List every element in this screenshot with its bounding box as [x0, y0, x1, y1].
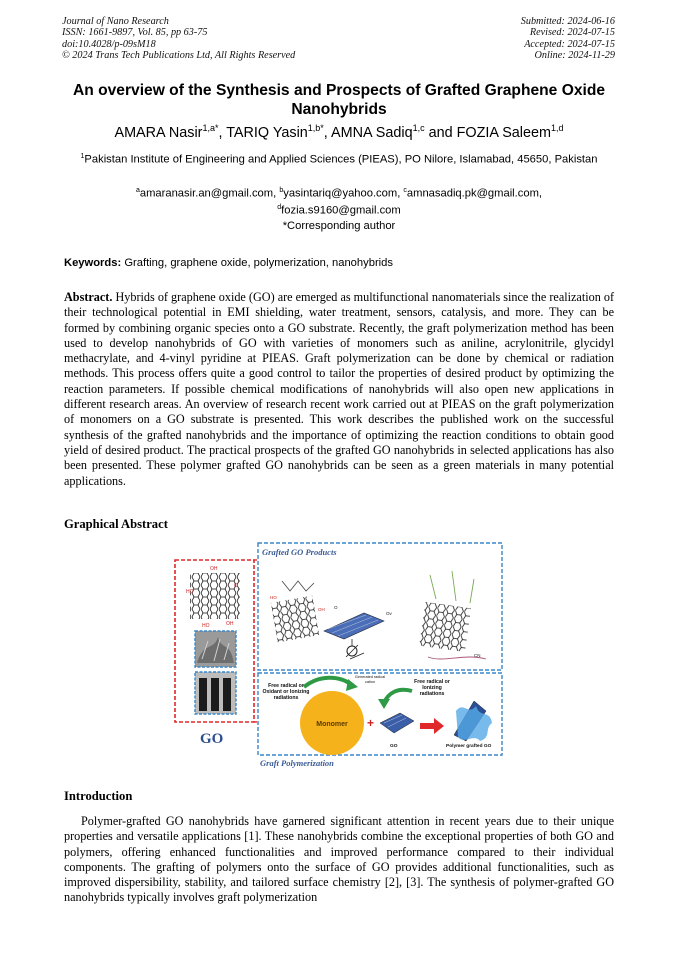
go-molecule-icon — [186, 566, 240, 629]
online-date: Online: 2024-11-29 — [534, 50, 615, 62]
author-sup: 1,c — [412, 123, 425, 133]
introduction-heading: Introduction — [64, 789, 133, 803]
email-list: $^a$amaranasir.an@gmail.com, $^b$yasintariq@yahoo.com, $^c$amnasadiq.pk@gmail.com, $^d$fozia.s9160@gmail.com — [135, 187, 543, 217]
grafted-sheet-center-icon — [324, 605, 393, 659]
grafted-molecule-right-icon — [419, 571, 486, 659]
keywords-text: Grafting, graphene oxide, polymerization, nanohybrids — [124, 257, 393, 269]
polymer-grafted-go-icon — [454, 701, 492, 741]
email-sup: a — [135, 187, 140, 194]
journal-name: Journal of Nano Research — [62, 16, 169, 27]
author-name: FOZIA Saleem — [456, 124, 551, 141]
go-sheet-icon — [380, 713, 414, 733]
svg-text:O: O — [334, 605, 338, 610]
keywords — [64, 257, 616, 269]
keywords-label: Keywords: — [64, 257, 122, 269]
svg-text:CN: CN — [474, 653, 481, 658]
free-radical-left-label: Free radical or Oxidant or Ionizing radiations — [262, 683, 310, 701]
svg-text:O: O — [234, 583, 238, 589]
corresponding-author-note: *Corresponding author — [282, 220, 396, 232]
free-radical-right-label: Free radical or Ionizing radiations — [414, 679, 450, 697]
accepted-date: Accepted: 2024-07-15 — [524, 38, 615, 50]
go-label: GO — [200, 731, 224, 747]
affiliation — [60, 150, 618, 167]
polymer-grafted-label: Polymer grafted GO — [446, 744, 492, 749]
revised-date: Revised: 2024-07-15 — [529, 27, 615, 39]
email-sup: d — [277, 204, 282, 212]
author-sup: 1,b* — [307, 123, 324, 133]
author-name: TARIQ Yasin — [226, 124, 308, 141]
graphical-abstract-heading: Graphical Abstract — [64, 517, 168, 531]
svg-text:HO: HO — [202, 623, 210, 629]
affiliation-sup: 1 — [80, 153, 85, 160]
author-conjunction: and — [424, 124, 457, 141]
introduction-text: Polymer-grafted GO nanohybrids have garnered significant attention in recent years due to their unique properties and versatile applications [1]. These nanohybrids combine the exceptional properties of both GO and polymers, offering enhanced functionalities and improved performance compared to their individual components. The grafting of polymers onto the surface of GO provides additional functionalities, such as improved dispersibility, stability, and tailored surface chemistry [2], [3]. The synthesis of polymer-grafted GO nanohybrids typically involves graft polymerization — [64, 814, 614, 905]
graphical-abstract-figure — [174, 541, 504, 770]
red-arrow-icon — [420, 718, 444, 734]
author-name: AMNA Sadiq — [331, 124, 413, 141]
svg-text:HO: HO — [186, 589, 194, 595]
monomer-label: Monomer — [316, 721, 348, 728]
author-name: AMARA Nasir — [114, 124, 203, 141]
svg-text:Ov: Ov — [386, 611, 392, 616]
svg-text:OH: OH — [318, 607, 325, 612]
journal-copyright: © 2024 Trans Tech Publications Ltd, All Rights Reserved — [62, 50, 296, 62]
email-sup: c — [403, 187, 407, 194]
abstract-label: Abstract. — [64, 290, 113, 304]
abstract-text: Hybrids of graphene oxide (GO) are emerged as multifunctional nanomaterials since the realization of their technological potential in EMI shielding, water treatment, sensors, catalysis, and more. They can be formed by combining organic species onto a GO substrate. Recently, the graft polymerization method has been used to develop nanohybrids of GO with varieties of monomers such as aniline, acrylonitrile, glycidyl methacrylate, and 4-vinyl pyridine at PIEAS. Graft polymerization can be done by chemical or radiation methods. This process offers quite a good control to tailor the properties of desired product by optimizing the reaction parameters. If possible chemical modifications of nanohybrids will also open new applications in different research areas. An overview of research recent work carried out at PIEAS on the graft polymerization of monomers on a GO substrate is presented. This work describes the published work on the successful synthesis of the grafted nanohybrids and the importance of optimizing the reaction conditions to obtain good yield of desired product. The practical prospects of the grafted GO nanohybrids in selected applications has also been presented. These polymer grafted GO nanohybrids can be seen as a green materials in many potential applications. — [64, 290, 615, 488]
abstract — [64, 290, 614, 489]
svg-text:HO: HO — [270, 595, 277, 600]
email-address[interactable]: amnasadiq.pk@gmail.com — [406, 187, 539, 200]
journal-meta — [62, 16, 295, 62]
email-address[interactable]: fozia.s9160@gmail.com — [281, 204, 401, 217]
author-separator: , — [218, 124, 227, 141]
generated-radical-label: Generated radical cation — [354, 675, 386, 684]
author-sup: 1,d — [551, 123, 564, 133]
svg-text:OH: OH — [226, 621, 234, 627]
email-address[interactable]: amaranasir.an@gmail.com — [139, 187, 274, 200]
plus-sign: + — [367, 716, 375, 730]
graft-polymerization-title: Graft Polymerization — [260, 758, 334, 768]
go-sheet-label: GO — [390, 744, 398, 749]
dates-meta — [521, 16, 615, 62]
author-separator: , — [323, 124, 331, 141]
grafted-molecule-left-icon — [270, 581, 325, 642]
journal-issn: ISSN: 1661-9897, Vol. 85, pp 63-75 — [62, 27, 208, 39]
paper-title: An overview of the Synthesis and Prospects of Grafted Graphene Oxide Nanohybrids — [72, 82, 606, 118]
affiliation-text: Pakistan Institute of Engineering and Applied Sciences (PIEAS), PO Nilore, Islamabad, 45650, Pakistan — [84, 153, 598, 166]
email-address[interactable]: yasintariq@yahoo.com — [283, 187, 398, 200]
author-sup: 1,a* — [202, 123, 219, 133]
author-list — [40, 123, 638, 141]
email-sup: b — [279, 187, 284, 194]
journal-doi: doi:10.4028/p-09sM18 — [62, 38, 156, 50]
svg-text:OH: OH — [210, 566, 218, 572]
submitted-date: Submitted: 2024-06-16 — [520, 16, 615, 27]
grafted-products-title: Grafted GO Products — [262, 547, 337, 557]
